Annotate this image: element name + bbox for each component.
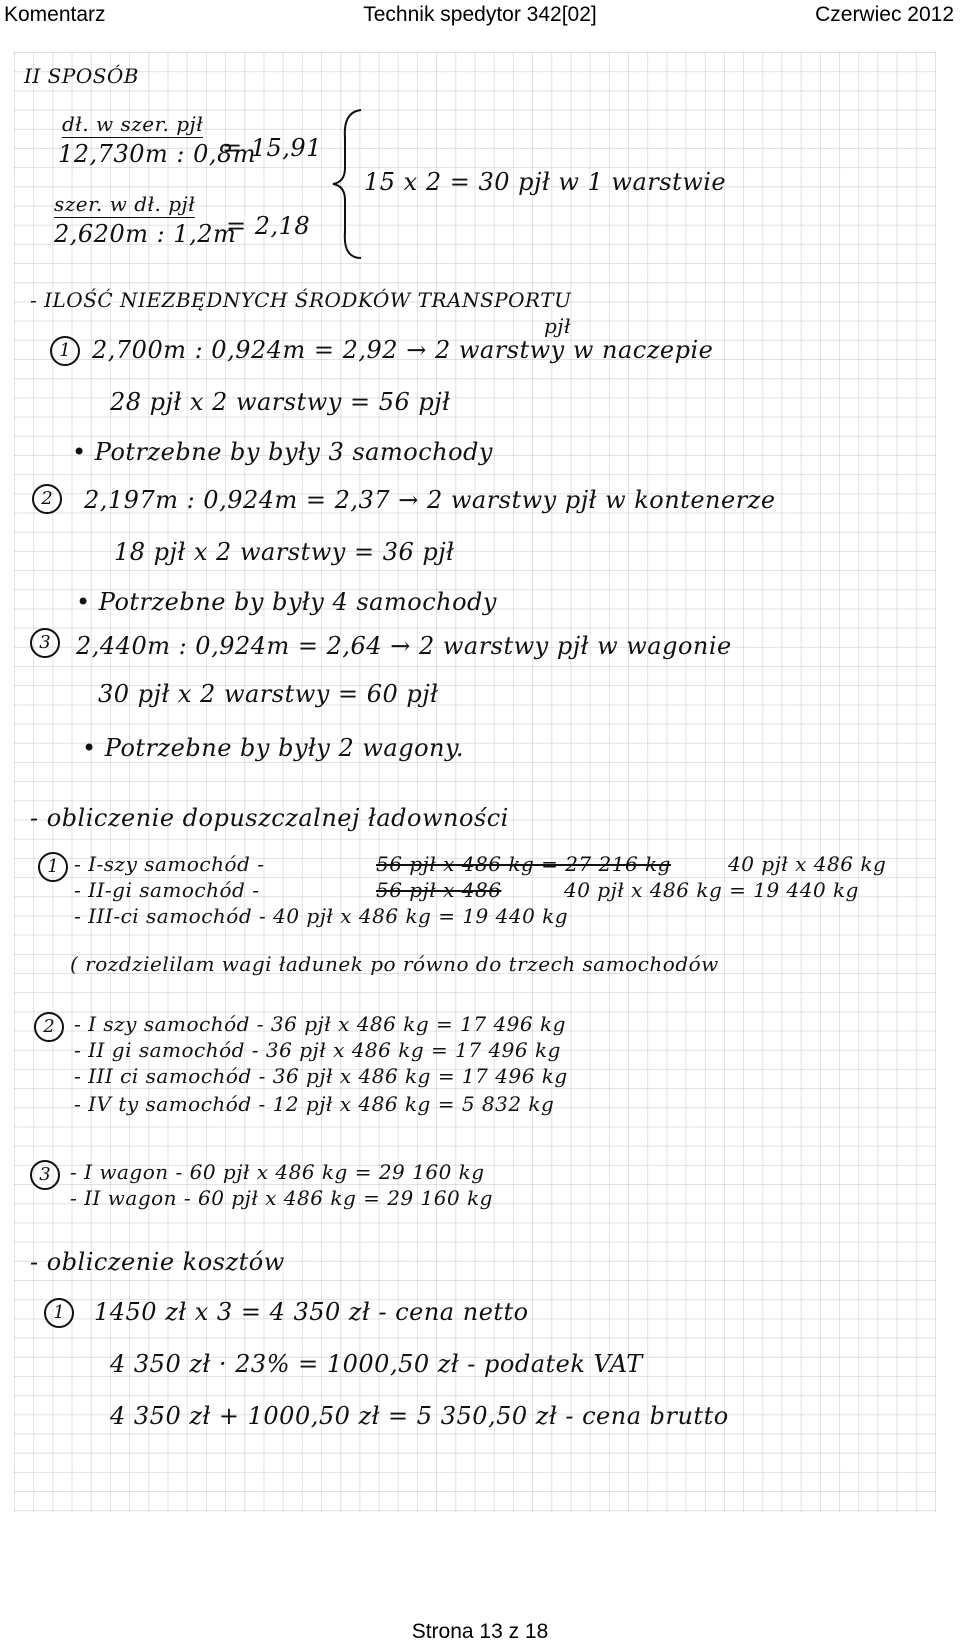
load-1-row2-correction: 40 pjł x 486 kg = 19 440 kg [564,878,859,902]
load-title: - obliczenie dopuszczalnej ładowności [30,804,509,832]
item-number-1: 1 [50,336,80,366]
load-1-row1-correction: 40 pjł x 486 kg [728,852,887,876]
transport-1-line1: 2,700m : 0,924m = 2,92 → 2 warstwy w naczepie [92,336,714,364]
handwritten-scan [14,52,936,1512]
load-1-note: ( rozdzielilam wagi ładunek po równo do trzech samochodów [70,952,719,976]
transport-2-line2: 18 pjł x 2 warstwy = 36 pjł [114,538,455,566]
calc1-result: = 15,91 [222,134,322,162]
calc1-expression: 12,730m : 0,8m [58,140,257,168]
load-2-row1: - I szy samochód - 36 pjł x 486 kg = 17 496 kg [74,1012,566,1036]
load-number-3: 3 [30,1160,60,1190]
calc2-header: szer. w dł. pjł [54,192,196,216]
calc2-result: = 2,18 [226,212,311,240]
cost-line1: 1450 zł x 3 = 4 350 zł - cena netto [94,1298,529,1326]
cost-line2: 4 350 zł · 23% = 1000,50 zł - podatek VAT [110,1350,643,1378]
cost-number-1: 1 [44,1298,74,1328]
transport-2-line1: 2,197m : 0,924m = 2,37 → 2 warstwy pjł w kontenerze [84,486,776,514]
page-header [0,0,960,30]
transport-1-line3: • Potrzebne by były 3 samochody [72,438,493,466]
item-number-3: 3 [30,628,60,658]
layer-result: 15 x 2 = 30 pjł w 1 warstwie [364,168,727,196]
cost-title: - obliczenie kosztów [30,1248,285,1276]
method-title: II SPOSÓB [24,64,140,88]
load-number-2: 2 [34,1012,64,1042]
item-number-2: 2 [32,484,62,514]
load-1-row2-crossed: 56 pjł x 486 [376,878,502,902]
transport-2-line3: • Potrzebne by były 4 samochody [76,588,497,616]
header-left: Komentarz [4,3,106,26]
header-title: Technik spedytor 342[02] [363,3,597,26]
load-2-row3: - III ci samochód - 36 pjł x 486 kg = 17 496 kg [74,1064,568,1088]
header-date: Czerwiec 2012 [815,3,954,26]
load-1-row1-label: - I-szy samochód - [74,852,265,876]
transport-3-line1: 2,440m : 0,924m = 2,64 → 2 warstwy pjł w wagonie [76,632,732,660]
load-3-row2: - II wagon - 60 pjł x 486 kg = 29 160 kg [70,1186,493,1210]
transport-1-line2: 28 pjł x 2 warstwy = 56 pjł [110,388,451,416]
load-1-row2-label: - II-gi samochód - [74,878,260,902]
transport-3-line3: • Potrzebne by były 2 wagony. [82,734,464,762]
load-1-row1-crossed: 56 pjł x 486 kg = 27 216 kg [376,852,671,876]
calc2-expression: 2,620m : 1,2m [54,220,237,248]
load-1-row3: - III-ci samochód - 40 pjł x 486 kg = 19 440 kg [74,904,569,928]
page-number: Strona 13 z 18 [411,1620,549,1643]
transport-title: - ILOŚĆ NIEZBĘDNYCH ŚRODKÓW TRANSPORTU [30,288,572,312]
calc1-header: dł. w szer. pjł [62,112,204,136]
pjl-annotation: pjł [544,314,571,338]
load-2-row4: - IV ty samochód - 12 pjł x 486 kg = 5 832 kg [74,1092,555,1116]
load-2-row2: - II gi samochód - 36 pjł x 486 kg = 17 496 kg [74,1038,561,1062]
load-3-row1: - I wagon - 60 pjł x 486 kg = 29 160 kg [70,1160,485,1184]
load-number-1: 1 [38,852,68,882]
cost-line3: 4 350 zł + 1000,50 zł = 5 350,50 zł - cena brutto [110,1402,729,1430]
transport-3-line2: 30 pjł x 2 warstwy = 60 pjł [98,680,439,708]
